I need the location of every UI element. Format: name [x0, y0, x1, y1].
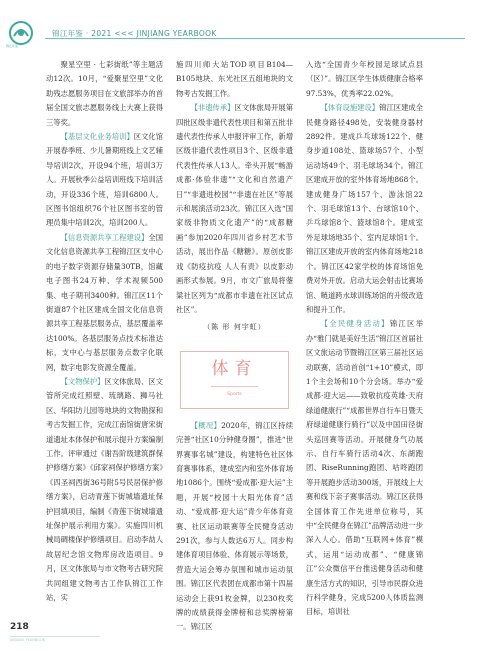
section-facilities: [306, 101, 423, 317]
column-1: [46, 58, 163, 605]
section-heritage: [176, 101, 293, 317]
section-body: 全国文化信息资源共享工程锦江区支中心的电子数字资源存储量30TB，馆藏电子图书24万种、学术视频500集、电子期刊3400种。锦江区11个街道87个社区建成全国文化信息资源共享工程基层服务点，基层覆盖率达100%。各基层服务点技术标准达标，支中心与基层服务点数字化联网，数字电影发资源全覆盖。: [46, 232, 164, 372]
paragraph: 聚星空里 · 七彩街纸”等主题活动12次。10月，“爱聚星空里”文化助残志愿服务项目在文旅部举办的首届全国文旅志愿服务线上大赛上获得三等奖。: [46, 60, 163, 127]
running-title: 锦江年鉴 · 2021 <<< JINJIANG YEARBOOK: [52, 29, 217, 38]
page-number: 218: [10, 622, 29, 632]
author-signature: （陈 形 何宇虹）: [203, 323, 266, 332]
section-relic-protection: [46, 375, 163, 606]
section-title: 【基层文化业务培训】: [60, 132, 134, 142]
section-body: 2020年，锦江区持续完善“社区10分钟健身圈”，推进“世界赛事名城”建设，构建特色社区体育赛事体系，建成室内和室外体育场地1086个。围绕“爱成都·迎大运”主题，开展“校园十大阳光体育”活动、“爱成都·迎大运”青少年体育竞赛、社区运动联赛等全民健身活动291次，参与人数达6万人。同步构建体育项目体验、体育展示等场景，营造大运会筹办氛围和城市运动氛围。锦江区代表团在成都市第十四届运动会上获91枚金牌，以230枚奖牌的成绩获得金牌榜和总奖牌榜第一。锦江区: [176, 420, 293, 632]
chapter-title: 体育: [211, 358, 258, 379]
page-header: [0, 0, 480, 48]
header-divider: [45, 38, 465, 39]
section-title: 【全民健身活动】: [320, 319, 390, 329]
section-body: 锦江区建成全民健身路径498处，安装健身器材2892件。建成乒乓球场122个、健身步道108处、篮球场57个、小型运动场49个、羽毛球场34个。锦江区建成开放的室外体育场地868个。建成健身广场157个、游泳馆22个、羽毛球馆13个、台球馆10个、乒乓球馆8个、篮球馆8个。建成室外足球场地35个、室内足球馆1个。锦江区建成开放的室内体育场地218个。锦江区42家学校的体育场馆免费对外开放。启动大运会射击比赛场馆、鲢道跨水球训练场馆的升级改造和提升工作。: [306, 103, 424, 314]
paragraph: 施四川师大站TOD项目B104—B105地块、东光社区五组地块的文物考古发掘工作。: [176, 60, 293, 98]
column-2: [176, 58, 293, 635]
section-body: 区文化馆开展春季班、少儿暑期班线上文艺辅导培训2次，开设94个班，培训3万人。开展秋季公益培训班线下培训活动，开设336个班，培训6800人。区图书馆组织76个社区图书室的管理员集中培训2次，培训200人。: [46, 132, 164, 228]
section-body: 区文体旅局开展第四批区级非遗代表性项目和第五批非遗代表性传承人申报评审工作，新增区级非遗代表性项目3个、区级非遗代表性传承人13人。牵头开展“畅游成都·体验非遗”“文化和自然遗产日”“非遗进校园”“非遗在社区”等展示和展演活动23次。锦江区入选“国家级非物质文化遗产”的“成都糖画”参加2020年四川省乡村艺术节活动，展出作品《糖糖》。原创皮影戏《防疫抗疫 人人有责》以皮影动画形式参展。9月，市文广旅局将蓥粱社区列为“成都市非遗在社区试点社区”。: [176, 103, 294, 314]
paragraph: 入选“全国青少年校园足球试点县（区）”。锦江区学生体质健康合格率97.53%，优秀率22.02%。: [306, 60, 423, 98]
section-title: 【非遗传承】: [190, 103, 235, 113]
chapter-subtitle: Sports: [227, 391, 242, 397]
logo-text: 锦江年鉴: [6, 44, 19, 48]
chapter-heading-box: [180, 351, 289, 409]
section-overview: [176, 419, 293, 635]
section-title: 【信息资源共享工程建设】: [60, 232, 149, 242]
section-title: 【概况】: [190, 420, 222, 430]
section-body: 区文体旅局、区文管所完成红照壁、琉璃路、狮马社区、华阳坊儿园等地块的文物勘探和考古发掘工作，完成江南馆街唐宋街道遗址本体保护和展示提升方案编制工作。评审通过《谢吾阶级建筑群保护修缮方案》《邱家祠保护修缮方案》《四圣祠西街36号附5号民居保护修缮方案》，启动青莲下街城墙遗址保护回填项目，编制《青莲下街城墙遗址保护展示利用方案》。实施四川机械局碉楼保护修缮项目。启动李劼人故居纪念馆文物库房改造项目。9月，区文体旅局与市文物考古研究院共同组建文物考古工作队锦江工作站，实: [46, 376, 164, 603]
footer-text: JINJIANG YEARBOOK: [10, 638, 45, 642]
section-training: [46, 130, 163, 231]
section-info-sharing: [46, 231, 163, 375]
chapter-divider: [211, 386, 258, 387]
yearbook-logo-icon: [8, 20, 34, 46]
column-3: [306, 58, 423, 620]
section-fitness: [306, 317, 423, 620]
section-body: 锦江区举办“雅门就是美好生活”锦江区首届社区文旅运动节暨锦江区第三届社区运动联赛，活动首创“1+10”模式，即1个主会场和10个分会场。举办“爱成都·迎大运——致敬抗疫英雄·天府绿道健康行”“成都世界自行车日暨天府绿道健康行骑行”以及中国田径街头巡回赛等活动。开展健身气功展示、自行车骑行活动4次、东湖跑团、RiseRunning跑团、咕咚跑团等开展跑步活动300场，开展线上大赛和线下亲子赛事活动。锦江区获得全国体育工作先进单位称号，其中“全民健身在锦江”品牌活动进一步深入人心。借助“互联网+体育”模式，运用“运动成都”、“健康锦江”公众微信平台推送健身活动和健康生活方式的知识，引导市民群众进行科学健身，完成5200人体质监测目标，培训社: [306, 319, 424, 617]
section-title: 【文物保护】: [60, 376, 105, 386]
footer-divider: [10, 636, 100, 637]
section-title: 【体育设施建设】: [320, 103, 380, 113]
